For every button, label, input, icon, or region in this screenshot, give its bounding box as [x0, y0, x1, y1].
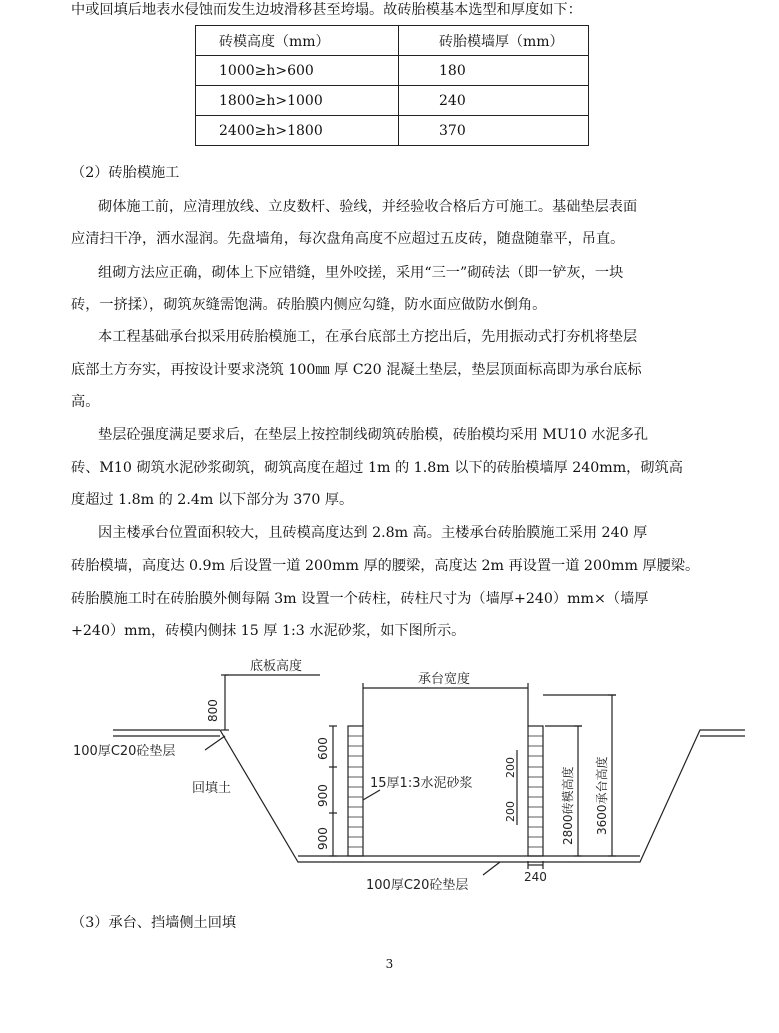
cell-thickness: 370 [399, 116, 589, 146]
paragraph-line: 垫层砼强度满足要求后，在垫层上按控制线砌筑砖胎模，砖胎模均采用 MU10 水泥多孔 [98, 427, 649, 443]
label-bottom-slab-height: 底板高度 [250, 659, 303, 674]
paragraph-line: 砖胎模墙，高度达 0.9m 后设置一道 200mm 厚的腰梁，高度达 2m 再设置一道 200mm 厚腰梁。 [71, 558, 700, 574]
section-heading-3: （3）承台、挡墙侧土回填 [71, 915, 237, 931]
label-brick-height: 2800砖模高度 [561, 766, 575, 845]
table-row [196, 86, 589, 116]
dim-900-top: 900 [316, 784, 330, 807]
dim-600: 600 [316, 737, 330, 760]
page-number: 3 [385, 957, 394, 971]
paragraph-line: +240）mm，砖模内侧抹 15 厚 1:3 水泥砂浆，如下图所示。 [71, 623, 466, 639]
header-thickness: 砖胎模墙厚（mm） [399, 26, 589, 56]
paragraph-line: 应清扫干净，洒水湿润。先盘墙角，每次盘角高度不应超过五皮砖，随盘随靠平，吊直。 [71, 231, 625, 247]
label-pad-bottom: 100厚C20砼垫层 [366, 878, 469, 893]
paragraph-line: 底部土方夯实，再按设计要求浇筑 100㎜ 厚 C20 混凝土垫层，垫层顶面标高即为承台底标 [71, 362, 642, 378]
intro-line: 中或回填后地表水侵蚀而发生边坡滑移甚至垮塌。故砖胎模基本选型和厚度如下： [71, 2, 582, 18]
dim-900-bottom: 900 [316, 827, 330, 850]
dim-200-bottom: 200 [504, 801, 517, 822]
paragraph-line: 砖、M10 砌筑水泥砂浆砌筑，砌筑高度在超过 1m 的 1.8m 以下的砖胎模墙厚 240mm，砌筑高 [71, 460, 683, 476]
right-brick-wall [528, 726, 543, 856]
dim-200-top: 200 [504, 757, 517, 778]
left-brick-wall [348, 726, 363, 856]
paragraph-line: 砌体施工前，应清理放线、立皮数杆、验线，并经验收合格后方可施工。基础垫层表面 [98, 199, 638, 215]
section-heading-2: （2）砖胎模施工 [71, 165, 180, 181]
cell-height: 1800≥h>1000 [196, 86, 399, 116]
paragraph-line: 组砌方法应正确，砌体上下应错缝，里外咬搓，采用“三一”砌砖法（即一铲灰，一块 [98, 265, 624, 281]
label-backfill: 回填土 [192, 781, 232, 796]
table-header-row [196, 26, 589, 56]
paragraph-line: 砖，一挤揉），砌筑灰缝需饱满。砖胎膜内侧应勾缝，防水面应做防水倒角。 [71, 297, 547, 313]
table-row [196, 56, 589, 86]
paragraph-line: 因主楼承台位置面积较大，且砖模高度达到 2.8m 高。主楼承台砖胎膜施工采用 240 厚 [98, 525, 648, 541]
paragraph-line: 高。 [71, 394, 100, 410]
dim-800: 800 [206, 699, 220, 722]
table-row [196, 116, 589, 146]
paragraph-line: 砖胎膜施工时在砖胎膜外侧每隔 3m 设置一个砖柱，砖柱尺寸为（墙厚+240）mm×（墙厚 [71, 591, 649, 607]
cell-thickness: 180 [399, 56, 589, 86]
paragraph-line: 度超过 1.8m 的 2.4m 以下部分为 370 厚。 [71, 492, 354, 508]
brick-mold-section-drawing [0, 650, 779, 900]
label-mortar: 15厚1:3水泥砂浆 [370, 776, 473, 791]
dim-240: 240 [524, 870, 547, 884]
label-cap-width: 承台宽度 [418, 672, 471, 687]
paragraph-line: 本工程基础承台拟采用砖胎模施工，在承台底部土方挖出后，先用振动式打夯机将垫层 [98, 329, 638, 345]
cell-height: 2400≥h>1800 [196, 116, 399, 146]
cell-height: 1000≥h>600 [196, 56, 399, 86]
cell-thickness: 240 [399, 86, 589, 116]
label-cap-height: 3600承台高度 [595, 756, 609, 835]
label-pad-left: 100厚C20砼垫层 [73, 744, 176, 759]
header-height: 砖模高度（mm） [196, 26, 399, 56]
brick-mold-thickness-table [195, 25, 589, 146]
